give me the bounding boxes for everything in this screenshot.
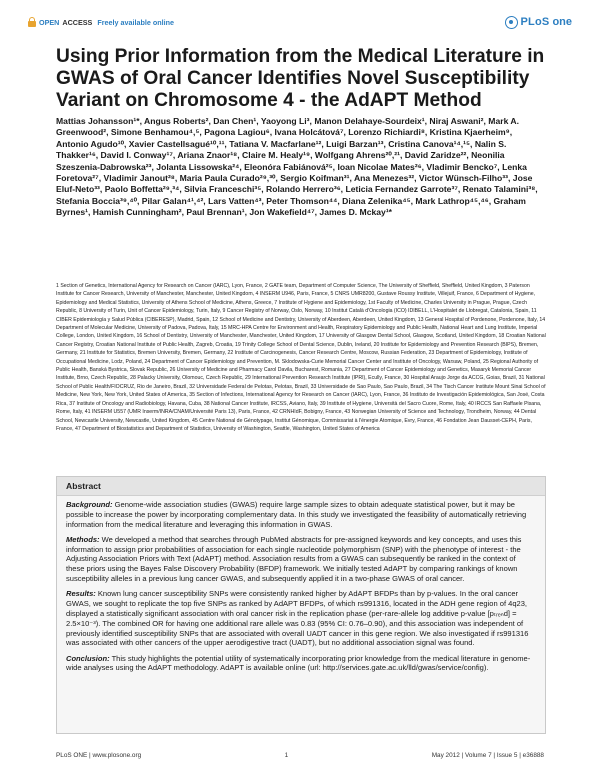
plos-logo-icon <box>505 16 518 29</box>
abstract-methods <box>66 535 536 584</box>
open-lock-icon <box>28 17 36 27</box>
affiliation-list: 1 Section of Genetics, International Agency for Research on Cancer (IARC), Lyon, France, 2 GATE team, Department of Computer Science, The University of Sheffield, Sheffield, United Kingdom, 3 Paterson Institute for Cancer Research, University of Manchester, Manchester, United Kingdom, 4 INSERM U946, Paris, France, 5 CNRS UMR8200, Gustave Roussy Institute, Villejuif, France, 6 Department of Hygiene, Epidemiology and Medical Statistics, University of Athens School of Medicine, Athens, Greece, 7 Institute of Hygiene and Epidemiology, 1st Faculty of Medicine, Charles University in Prague, Prague, Czech Republic, 8 University of Turin, Unit of Cancer Epidemiology, Turin, Italy, 9 Cancer Registry of Norway, Oslo, Norway, 10 Institut Català d'Oncologia (ICO) IDIBELL, L'Hospitalet de Llobregat, Catalonia, Spain, 11 CIBER Epidemiología y Salud Pública (CIBERESP), Madrid, Spain, 12 School of Medicine and Dentistry, University of Aberdeen, Aberdeen, United Kingdom, 13 General Hospital of Pordenone, Pordenone, Italy, 14 Department of Molecular Medicine, University of Padova, Padova, Italy, 15 MRC-HPA Centre for Environment and Health, Respiratory Epidemiology and Public Health, National Heart and Lung Institute, Imperial College, London, United Kingdom, 16 School of Dentistry, University of Manchester, Manchester, United Kingdom, 17 University of Glasgow Dental School, Glasgow, Scotland, United Kingdom, 18 Croatian National Cancer Registry, Croatian National Institute of Public Health, Zagreb, Croatia, 19 Trinity College School of Dental Science, Dublin, Ireland, 20 Institute for Epidemiology and Prevention Research (BIPS), Bremen, Germany, 21 Institute for Statistics, Bremen University, Bremen, Germany, 22 Institute of Carcinogenesis, Cancer Research Centre, Moscow, Russian Federation, 23 Department of Epidemiology, Institute of Occupational Medicine, Lodz, Poland, 24 Department of Cancer Epidemiology and Prevention, M. Sklodowska-Curie Memorial Cancer Center and Institute of Oncology, Warsaw, Poland, 25 Regional Authority of Public Health, Banská Bystrica, Slovak Republic, 26 University of Medicine and Pharmacy Carol Davila, Bucharest, Romania, 27 Department of Cancer Epidemiology and Genetics, Masaryk Memorial Cancer Institute, Brno, Czech Republic, 28 Palacky University, Olomouc, Czech Republic, 29 International Prevention Research Institute (IPRI), Ecully, France, 30 Hospital Araujo Jorge da ACCG, Goias, Brazil, 31 National School of Public Health/FIOCRUZ, Rio de Janeiro, Brazil, 32 Universidade Federal de Pelotas, Pelotas, Brazil, 33 Universidade de Sao Paulo, Sao Paulo, Brazil, 34 The Tisch Cancer Institute Mount Sinai School of Medicine, New York, New York, United States of America, 35 Section of Infections, International Agency for Research on Cancer (IARC), Lyon, France, 36 Instituto de Investigación Epidemiológica, San José, Costa Rica, 37 Institute of Oncology and Radiobiology, Havana, Cuba, 38 National Cancer Institute, IRCSS, Aviano, Italy, 39 Institute of Hygiene, Università del Sacro Cuore, Rome, Italy, 40 IRCCS San Raffaele Pisana, Rome, Italy, 41 INSERM U557 (UMR Inserm/INRA/CNAM/Université Paris 13), Paris, France, 42 CRNHIdF, Bobigny, France, 43 Norwegian University of Science and Technology, Trondheim, Norway, 44 Dental School, Newcastle University, Newcastle, United Kingdom, 45 Centre National de Génotypage, Institut Génomique, Commissariat à l'énergie Atomique, Evry, France, 46 Fondation Jean Dausset-CEPH, Paris, France, 47 Department of Biostatistics and Department of Statistics, University of Washington, Seattle, Washington, United States of America <box>56 283 546 432</box>
abstract-body <box>57 496 545 673</box>
conclusion-text: This study highlights the potential utility of systematically incorporating prior knowledge from the medical literature in genome-wide analyses using the AdAPT methodology. AdAPT is available online (url: http://services.gate.ac.uk/lld/gwas/service/config). <box>66 653 531 673</box>
open-label: OPEN <box>39 17 60 27</box>
freely-available-label: Freely available online <box>97 17 175 27</box>
plos-one-logo <box>505 16 572 29</box>
footer-citation: May 2012 | Volume 7 | Issue 5 | e36888 <box>431 752 544 759</box>
journal-header <box>28 10 572 34</box>
background-text: Genome-wide association studies (GWAS) require large sample sizes to obtain adequate statistical power, but it may be possible to increase the power by incorporating complementary data. In this study we investigated the feasibility of automatically retrieving information from the medical literature and leveraging this information in GWAS. <box>66 500 527 529</box>
results-text: Known lung cancer susceptibility SNPs were consistently ranked higher by AdAPT BFDPs than by p-values. In the oral cancer GWAS, we sought to replicate the top five SNPs as ranked by AdAPT BFDPs, of which rs991316, located in the ADH gene region of 4q23, displayed a statistically significant association with oral cancer risk in the replication phase (per-rare-allele log additive p-value [pₜᵣₑₙd] = 2.5×10⁻³). The combined OR for having one additional rare allele was 0.83 (95% CI: 0.76–0.90), and this association was independent of previously identified susceptibility SNPs that are associated with overall UADT cancer in this gene region. We also investigated if rs991316 was associated with other cancers of the upper aerodigestive tract (UADT), but no additional association signal was found. <box>66 589 529 648</box>
methods-text: We developed a method that searches through PubMed abstracts for pre-assigned keywords and key concepts, and uses this information to assign prior probabilities of association for each single nucleotide polymorphism (SNP) with the phenotype of interest - the Adjusting Association Priors with Text (AdAPT) method. Association results from a GWAS can subsequently be ranked in the context of these priors using the Bayes False Discovery Probability (BFDP) framework. We initially tested AdAPT by comparing rankings of known susceptibility alleles in a previous lung cancer GWAS, and subsequently applied it in a two-phase GWAS of oral cancer. <box>66 534 522 584</box>
abstract-results <box>66 589 536 648</box>
open-access-banner <box>28 17 174 27</box>
abstract-background <box>66 500 536 529</box>
abstract-conclusion <box>66 654 536 674</box>
article-title: Using Prior Information from the Medical Literature in GWAS of Oral Cancer Identifies Novel Susceptibility Variant on Chromosome 4 - the AdAPT Method <box>56 46 545 111</box>
conclusion-label: Conclusion: <box>66 653 110 663</box>
results-label: Results: <box>66 589 96 599</box>
page-footer <box>56 752 544 759</box>
abstract-box <box>56 476 546 734</box>
background-label: Background: <box>66 500 113 509</box>
footer-journal: PLoS ONE | www.plosone.org <box>56 752 142 759</box>
access-label: ACCESS <box>62 17 93 27</box>
author-list: Mattias Johansson¹*, Angus Roberts², Dan Chen¹, Yaoyong Li³, Manon Delahaye-Sourdeix¹, Niraj Aswani², Mark A. Greenwood², Simone Benhamou⁴,⁵, Pagona Lagiou⁶, Ivana Holcátová⁷, Lorenzo Richiardi⁸, Kristina Kjaerheim⁹, Antonio Agudo¹⁰, Xavier Castellsagué¹⁰,¹¹, Tatiana V. Macfarlane¹², Luigi Barzan¹³, Cristina Canova¹⁴,¹⁵, Nalin S. Thakker¹⁶, David I. Conway¹⁷, Ariana Znaor¹⁸, Claire M. Healy¹⁹, Wolfgang Ahrens²⁰,²¹, David Zaridze²², Neonilia Szeszenia-Dabrowska²³, Jolanta Lissowska²⁴, Eleonóra Fabiánová²⁵, Ioan Nicolae Mates²⁶, Vladimir Bencko⁷, Lenka Foretova²⁷, Vladimir Janout²⁸, Maria Paula Curado²⁹,³⁰, Sergio Koifman³¹, Ana Menezes³², Victor Wünsch-Filho³³, Jose Eluf-Neto³³, Paolo Boffetta²⁹,³⁴, Silvia Franceschi³⁵, Rolando Herrero³⁶, Leticia Fernandez Garrote³⁷, Renato Talamini³⁸, Stefania Boccia³⁹,⁴⁰, Pilar Galan⁴¹,⁴², Lars Vatten⁴³, Peter Thomson⁴⁴, Diana Zelenika⁴⁵, Mark Lathrop⁴⁵,⁴⁶, Graham Byrnes¹, Hamish Cunningham², Paul Brennan¹, Jon Wakefield⁴⁷, James D. Mckay¹* <box>56 116 538 218</box>
footer-page-number: 1 <box>284 752 289 759</box>
logo-one-text: one <box>552 16 572 28</box>
logo-plos-text: PLoS <box>520 16 550 28</box>
methods-label: Methods: <box>66 534 100 544</box>
abstract-heading: Abstract <box>57 477 545 496</box>
